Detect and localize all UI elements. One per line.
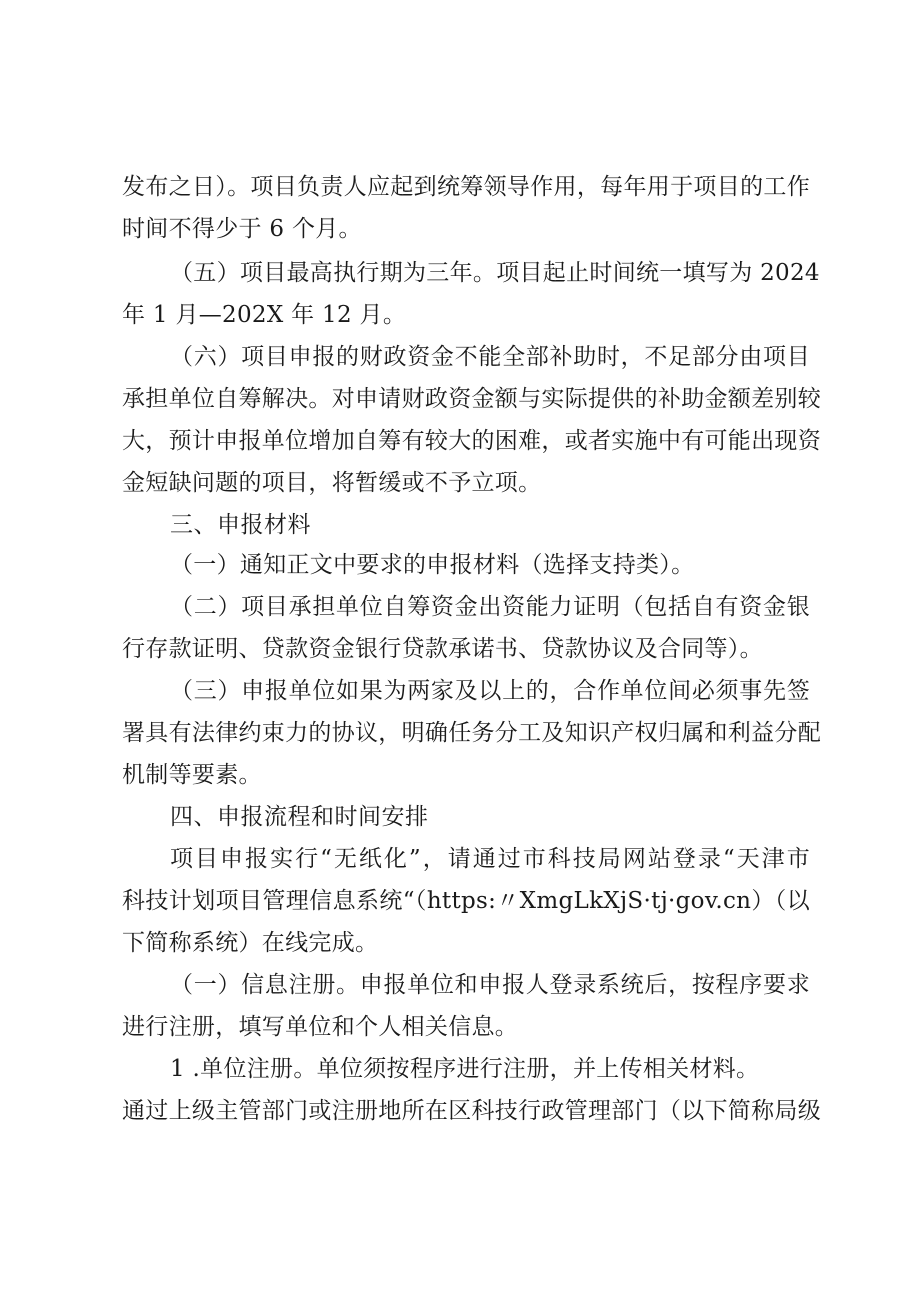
- paragraph-line: 金短缺问题的项目，将暂缓或不予立项。: [122, 470, 542, 496]
- paragraph-line: （三）申报单位如果为两家及以上的，合作单位间必须事先签: [170, 678, 810, 704]
- paragraph-line: 进行注册，填写单位和个人相关信息。: [122, 1014, 519, 1040]
- paragraph-line: 下简称系统）在线完成。: [122, 930, 379, 956]
- paragraph-line: 行存款证明、贷款资金银行贷款承诺书、贷款协议及合同等）。: [122, 636, 763, 662]
- section-heading: 四、申报流程和时间安排: [170, 804, 429, 830]
- paragraph-line: 承担单位自筹解决。对申请财政资金额与实际提供的补助金额差别较: [122, 386, 821, 412]
- paragraph-line: 项目申报实行“无纸化”，请通过市科技局网站登录“天津市: [170, 846, 810, 872]
- paragraph-line: 机制等要素。: [122, 762, 262, 788]
- paragraph-line: 科技计划项目管理信息系统“（https:〃XmgLkXjS·tj·gov.cn）（以: [122, 888, 810, 914]
- paragraph-line: 署具有法律约束力的协议，明确任务分工及知识产权归属和利益分配: [122, 720, 821, 746]
- paragraph-line: 1 .单位注册。单位须按程序进行注册，并上传相关材料。: [170, 1056, 760, 1082]
- paragraph-line: （二）项目承担单位自筹资金出资能力证明（包括自有资金银: [170, 594, 810, 620]
- paragraph-line: 年 1 月—202X 年 12 月。: [122, 302, 407, 328]
- section-heading: 三、申报材料: [170, 512, 311, 538]
- paragraph-line: （五）项目最高执行期为三年。项目起止时间统一填写为 2024: [170, 260, 820, 286]
- paragraph-line: （一）通知正文中要求的申报材料（选择支持类）。: [170, 552, 695, 578]
- paragraph-line: 大，预计申报单位增加自筹有较大的困难，或者实施中有可能出现资: [122, 428, 821, 454]
- paragraph-line: 时间不得少于 6 个月。: [122, 216, 362, 242]
- paragraph-line: 发布之日）。项目负责人应起到统筹领导作用，每年用于项目的工作: [122, 174, 810, 200]
- paragraph-line: （一）信息注册。申报单位和申报人登录系统后，按程序要求: [170, 972, 810, 998]
- paragraph-line: （六）项目申报的财政资金不能全部补助时，不足部分由项目: [170, 344, 810, 370]
- paragraph-line: 通过上级主管部门或注册地所在区科技行政管理部门（以下简称局级: [122, 1098, 821, 1124]
